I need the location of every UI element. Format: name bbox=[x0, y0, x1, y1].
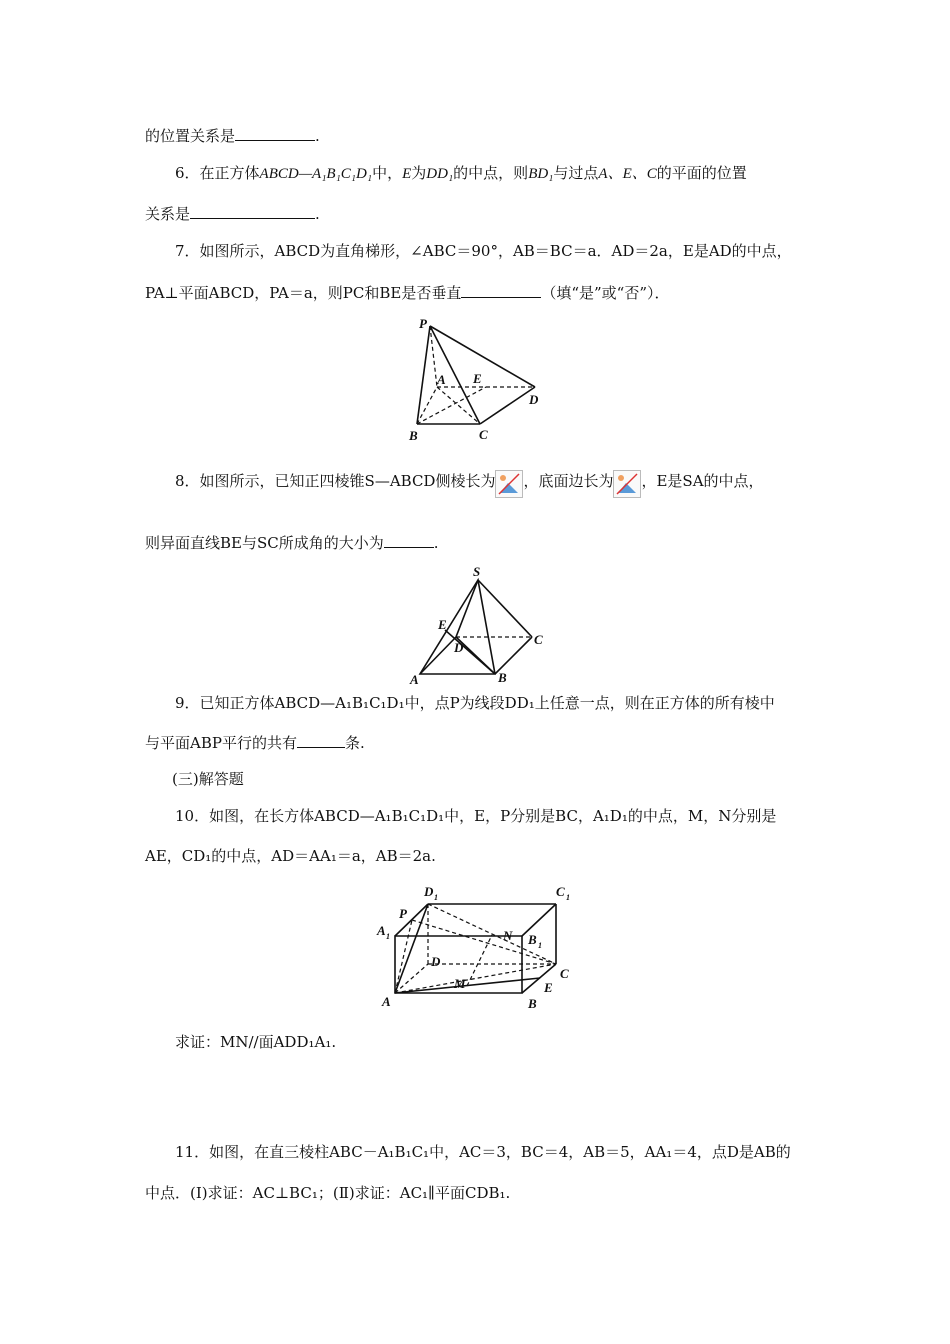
subscript: 1 bbox=[566, 893, 570, 902]
q10-figure bbox=[372, 878, 582, 1013]
q6-num: 6．在正方体 bbox=[175, 164, 260, 182]
q6-text: 的中点，则 bbox=[453, 164, 529, 182]
q6-points: A、E、C bbox=[598, 166, 657, 182]
q5-tail bbox=[145, 126, 320, 146]
label-b1: B bbox=[528, 932, 537, 947]
label-c: C bbox=[534, 632, 543, 647]
q7-line2 bbox=[145, 283, 670, 303]
q10-text: 10．如图，在长方体ABCD—A₁B₁C₁D₁中，E，P分别是BC，A₁D₁的中点，M，N分别是 bbox=[175, 807, 777, 825]
q7-text: 7．如图所示，ABCD为直角梯形，∠ABC＝90°，AB＝BC＝a．AD＝2a，E是AD的中点， bbox=[175, 242, 792, 260]
label-a: A bbox=[437, 372, 446, 387]
label-d: D bbox=[454, 640, 464, 655]
q6-point-e: E bbox=[402, 166, 412, 182]
q9-line2 bbox=[145, 733, 365, 753]
q9-text: 条. bbox=[344, 734, 365, 752]
label-b: B bbox=[498, 670, 507, 685]
q6-text: 关系是 bbox=[145, 205, 191, 223]
q9-text: 与平面ABP平行的共有 bbox=[145, 734, 297, 752]
q8-figure bbox=[400, 562, 560, 687]
subscript: 1 bbox=[386, 932, 390, 941]
q10-line2 bbox=[145, 846, 436, 866]
q11-line2 bbox=[145, 1183, 510, 1203]
label-d1: D bbox=[424, 884, 434, 899]
q10-prove bbox=[175, 1032, 336, 1052]
q7-figure bbox=[400, 312, 560, 447]
label-d: D bbox=[529, 392, 539, 407]
answer-blank[interactable] bbox=[384, 533, 434, 548]
label-b: B bbox=[409, 428, 418, 443]
label-c: C bbox=[479, 427, 488, 442]
label-e: E bbox=[544, 980, 553, 995]
q8-text: 则异面直线BE与SC所成角的大小为 bbox=[145, 534, 384, 552]
section-heading: (三)解答题 bbox=[172, 770, 244, 788]
q8-line2 bbox=[145, 533, 439, 553]
q11-line1 bbox=[175, 1142, 791, 1162]
q10-prove-text: 求证：MN//面ADD₁A₁. bbox=[175, 1033, 337, 1051]
q8-line1 bbox=[175, 470, 764, 498]
label-m: M bbox=[454, 976, 466, 991]
q10-line1 bbox=[175, 806, 776, 826]
q8-text: ，E是SA的中点， bbox=[641, 472, 764, 490]
answer-blank[interactable] bbox=[190, 204, 315, 219]
q6-text: 的平面的位置 bbox=[656, 164, 747, 182]
q6-segment: DD₁ bbox=[426, 166, 454, 182]
answer-blank[interactable] bbox=[235, 126, 315, 141]
q6-line1 bbox=[175, 163, 747, 184]
answer-blank[interactable] bbox=[461, 283, 541, 298]
label-p: P bbox=[419, 316, 427, 331]
q6-segment: BD₁ bbox=[528, 166, 554, 182]
label-e: E bbox=[438, 617, 447, 632]
label-b: B bbox=[528, 996, 537, 1011]
label-a: A bbox=[382, 994, 391, 1009]
q5-text: 的位置关系是 bbox=[145, 127, 236, 145]
label-e: E bbox=[473, 371, 482, 386]
q6-text: 为 bbox=[411, 164, 427, 182]
q5-end: . bbox=[315, 127, 320, 145]
q8-text: 8．如图所示，已知正四棱锥S—ABCD侧棱长为 bbox=[175, 472, 496, 490]
label-p: P bbox=[399, 906, 407, 921]
label-c1: C bbox=[556, 884, 565, 899]
label-n: N bbox=[503, 928, 513, 943]
label-a: A bbox=[410, 672, 419, 687]
q10-text: AE，CD₁的中点，AD＝AA₁＝a，AB＝2a. bbox=[145, 847, 436, 865]
label-a1: A bbox=[377, 923, 386, 938]
q8-text: ，底面边长为 bbox=[523, 472, 614, 490]
answer-blank[interactable] bbox=[297, 733, 345, 748]
q6-text: 中， bbox=[372, 164, 403, 182]
q9-text: 9．已知正方体ABCD—A₁B₁C₁D₁中，点P为线段DD₁上任意一点，则在正方体的所有棱中 bbox=[175, 694, 775, 712]
q8-end: . bbox=[433, 534, 439, 552]
label-d: D bbox=[431, 954, 441, 969]
broken-image-icon bbox=[495, 470, 523, 498]
q7-text: PA⊥平面ABCD，PA＝a，则PC和BE是否垂直 bbox=[145, 284, 462, 302]
q6-line2 bbox=[145, 204, 320, 224]
label-s: S bbox=[473, 564, 481, 579]
q6-solid: ABCD—A₁B₁C₁D₁ bbox=[259, 166, 373, 182]
subscript: 1 bbox=[434, 893, 438, 902]
q11-text: 11．如图，在直三棱柱ABC－A₁B₁C₁中，AC＝3，BC＝4，AB＝5，AA₁＝4，点D是AB的 bbox=[175, 1143, 791, 1161]
q7-line1 bbox=[175, 241, 792, 261]
q11-text: 中点．(Ⅰ)求证：AC⊥BC₁；(Ⅱ)求证：AC₁∥平面CDB₁. bbox=[145, 1184, 511, 1202]
q6-text: 与过点 bbox=[553, 164, 599, 182]
q6-end: . bbox=[315, 205, 320, 223]
label-c: C bbox=[560, 966, 569, 981]
q7-text: （填“是”或“否”）． bbox=[541, 284, 670, 302]
subscript: 1 bbox=[538, 941, 542, 950]
q9-line1 bbox=[175, 693, 775, 713]
broken-image-icon bbox=[613, 470, 641, 498]
